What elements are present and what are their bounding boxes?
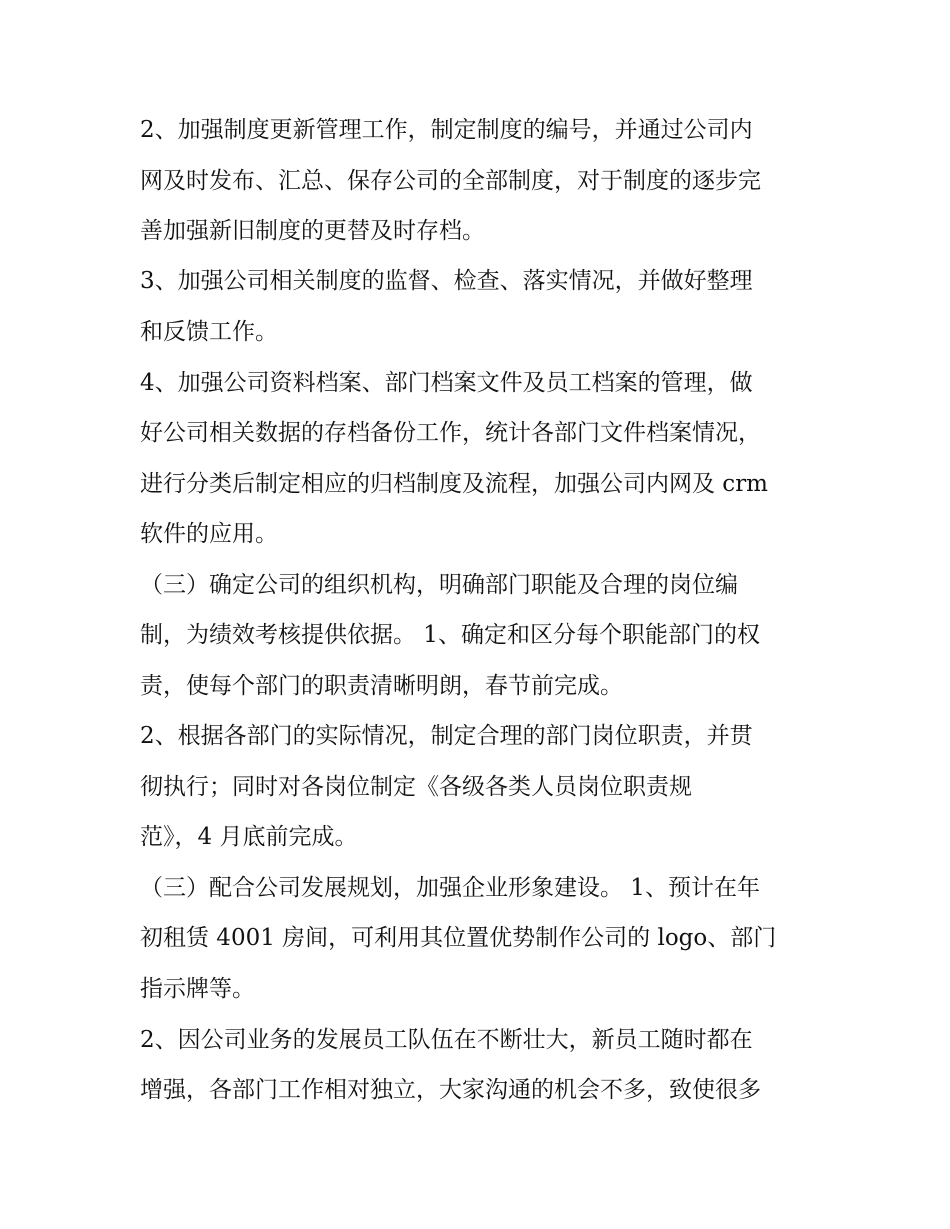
text-line: 4、加强公司资料档案、部门档案文件及员工档案的管理，做 bbox=[140, 370, 753, 396]
text-line: 网及时发布、汇总、保存公司的全部制度，对于制度的逐步完 bbox=[140, 168, 761, 194]
text-line: （三）配合公司发展规划，加强企业形象建设。 1、预计在年 bbox=[140, 875, 760, 901]
text-line: 增强，各部门工作相对独立，大家沟通的机会不多，致使很多 bbox=[140, 1077, 761, 1103]
text-line: 善加强新旧制度的更替及时存档。 bbox=[140, 218, 485, 244]
text-line: 好公司相关数据的存档备份工作，统计各部门文件档案情况， bbox=[140, 420, 761, 446]
text-line: 制，为绩效考核提供依据。 1、确定和区分每个职能部门的权 bbox=[140, 622, 760, 648]
text-line: 和反馈工作。 bbox=[140, 319, 278, 345]
text-line: 进行分类后制定相应的归档制度及流程，加强公司内网及 crm bbox=[140, 471, 768, 497]
text-line: 3、加强公司相关制度的监督、检查、落实情况，并做好整理 bbox=[140, 268, 753, 294]
text-line: 初租赁 4001 房间，可利用其位置优势制作公司的 logo、部门 bbox=[140, 925, 777, 951]
text-line: 指示牌等。 bbox=[140, 976, 255, 1002]
text-line: 范》，4 月底前完成。 bbox=[140, 824, 358, 850]
text-line: （三）确定公司的组织机构，明确部门职能及合理的岗位编 bbox=[140, 572, 738, 598]
text-line: 彻执行；同时对各岗位制定《各级各类人员岗位职责规 bbox=[140, 774, 692, 800]
text-line: 软件的应用。 bbox=[140, 521, 278, 547]
text-line: 2、因公司业务的发展员工队伍在不断壮大，新员工随时都在 bbox=[140, 1027, 753, 1053]
text-line: 2、根据各部门的实际情况，制定合理的部门岗位职责，并贯 bbox=[140, 723, 753, 749]
text-line: 2、加强制度更新管理工作，制定制度的编号，并通过公司内 bbox=[140, 117, 753, 143]
text-line: 责，使每个部门的职责清晰明朗，春节前完成。 bbox=[140, 673, 623, 699]
